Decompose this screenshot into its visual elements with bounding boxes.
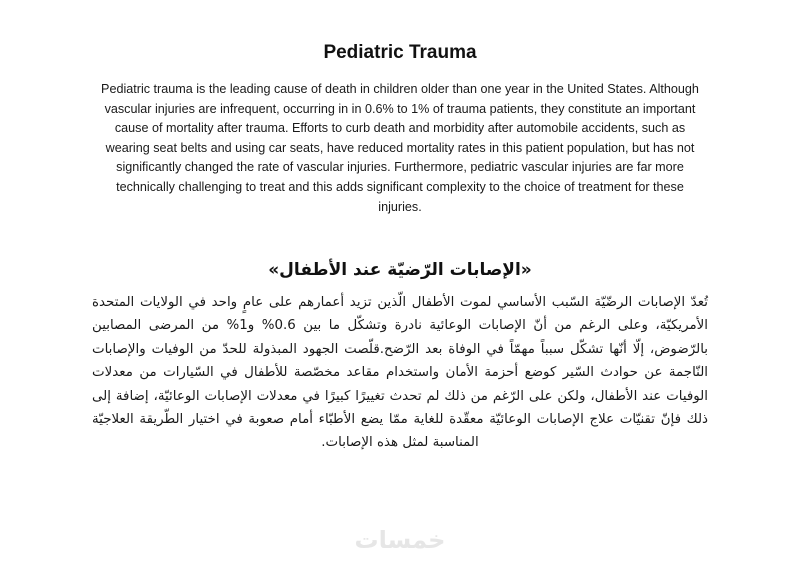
khamsat-watermark: خمسات [354, 526, 446, 554]
english-paragraph [96, 80, 704, 217]
arabic-title: «الإصابات الرّضيّة عند الأطفال» [268, 260, 532, 280]
english-paragraph-text: Pediatric trauma is the leading cause of death in children older than one year in the United States. Although vascular injuries are infrequent, occurring in in 0.6% to 1% of trauma patients, they constitute an important cause of mortality after trauma. Efforts to curb death and morbidity after automobile accidents, such as wearing seat belts and using car seats, have reduced mortality rates in this patient population, but has not significantly changed the rate of vascular injuries. Furthermore, pediatric vascular injuries are far more technically challenging to treat and this adds significant complexity to the choice of treatment for these injuries. [101, 82, 699, 214]
arabic-paragraph-text: تُعدّ الإصابات الرضّيّة السّبب الأساسي لموت الأطفال الّذين تزيد أعمارهم على عامٍ واحد في الولايات المتحدة الأمريكيّة، وعلى الرغم من أنّ الإصابات الوعائية نادرة وتشكّل ما بين 0.6% و1% من المرضى المصابين بالرّضوض، إلّا أنّها تشكّل سبباً مهمّاً في الوفاة بعد الرّضح.قلّصت الجهود المبذولة للحدّ من الوفيات والإصابات النّاجمة عن حوادث السّير كوضع أحزمة الأمان واستخدام مقاعد مخصّصة للأطفال في السّيارات من معدلات الوفيات عند الأطفال، ولكن على الرّغم من ذلك لم تحدث تغييرًا كبيرًا في معدلات الإصابات الوعائيّة، إضافة إلى ذلك فإنّ تقنيّات علاج الإصابات الوعائيّة معقّدة للغاية ممّا يضع الأطبّاء أمام صعوبة في اختيار الطّريقة العلاجيّة المناسبة لمثل هذه الإصابات. [92, 295, 709, 451]
arabic-paragraph [92, 291, 708, 455]
english-title: Pediatric Trauma [323, 42, 477, 63]
